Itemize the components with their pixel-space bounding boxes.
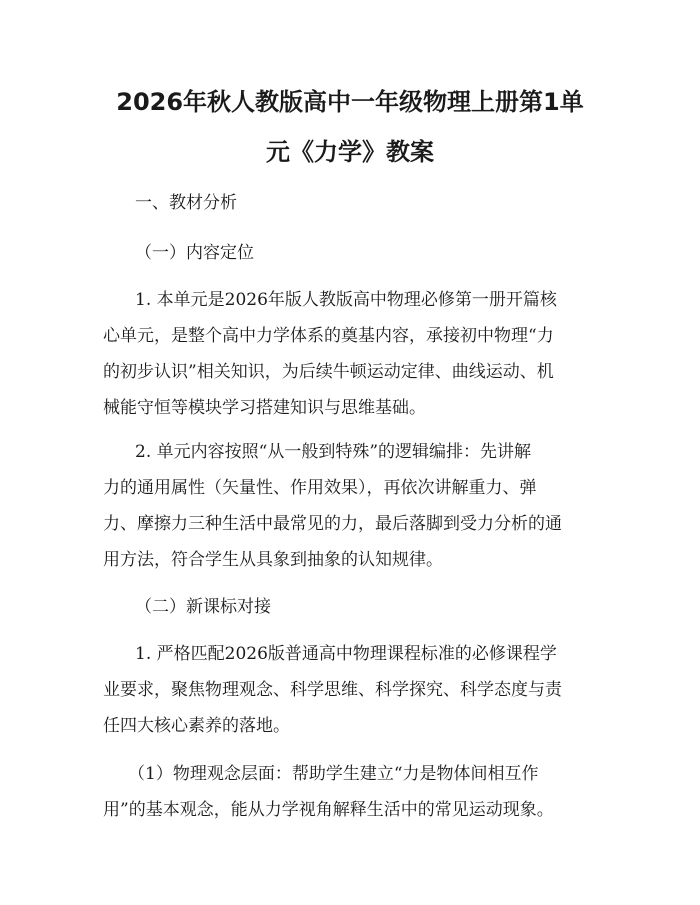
- paragraph-4-line-2: 用”的基本观念，能从力学视角解释生活中的常见运动现象。: [103, 800, 554, 820]
- paragraph-1-line-1: 1. 本单元是2026年版人教版高中物理必修第一册开篇核: [135, 290, 557, 310]
- section-heading-materials-analysis: 一、教材分析: [135, 193, 237, 213]
- paragraph-3-line-3: 任四大核心素养的落地。: [103, 716, 290, 736]
- paragraph-4-line-1: （1）物理观念层面：帮助学生建立“力是物体间相互作: [128, 764, 539, 784]
- paragraph-1-line-3: 的初步认识”相关知识，为后续牛顿运动定律、曲线运动、机: [103, 362, 554, 382]
- paragraph-2-line-2: 力的通用属性（矢量性、作用效果），再依次讲解重力、弹: [103, 478, 537, 498]
- paragraph-1-line-4: 械能守恒等模块学习搭建知识与思维基础。: [103, 398, 426, 418]
- paragraph-2-line-4: 用方法，符合学生从具象到抽象的认知规律。: [103, 550, 443, 570]
- document-title-line-1: 2026年秋人教版高中一年级物理上册第1单: [116, 88, 584, 116]
- paragraph-3-line-2: 业要求，聚焦物理观念、科学思维、科学探究、科学态度与责: [103, 680, 562, 700]
- paragraph-1-line-2: 心单元，是整个高中力学体系的奠基内容，承接初中物理“力: [103, 326, 554, 346]
- paragraph-2-line-3: 力、摩擦力三种生活中最常见的力，最后落脚到受力分析的通: [103, 514, 562, 534]
- paragraph-3-line-1: 1. 严格匹配2026版普通高中物理课程标准的必修课程学: [135, 644, 557, 664]
- paragraph-2-line-1: 2. 单元内容按照“从一般到特殊”的逻辑编排：先讲解: [135, 442, 532, 462]
- subsection-heading-content-positioning: （一）内容定位: [135, 243, 254, 263]
- subsection-heading-curriculum-standards: （二）新课标对接: [135, 597, 271, 617]
- document-title-line-2: 元《力学》教案: [266, 138, 434, 166]
